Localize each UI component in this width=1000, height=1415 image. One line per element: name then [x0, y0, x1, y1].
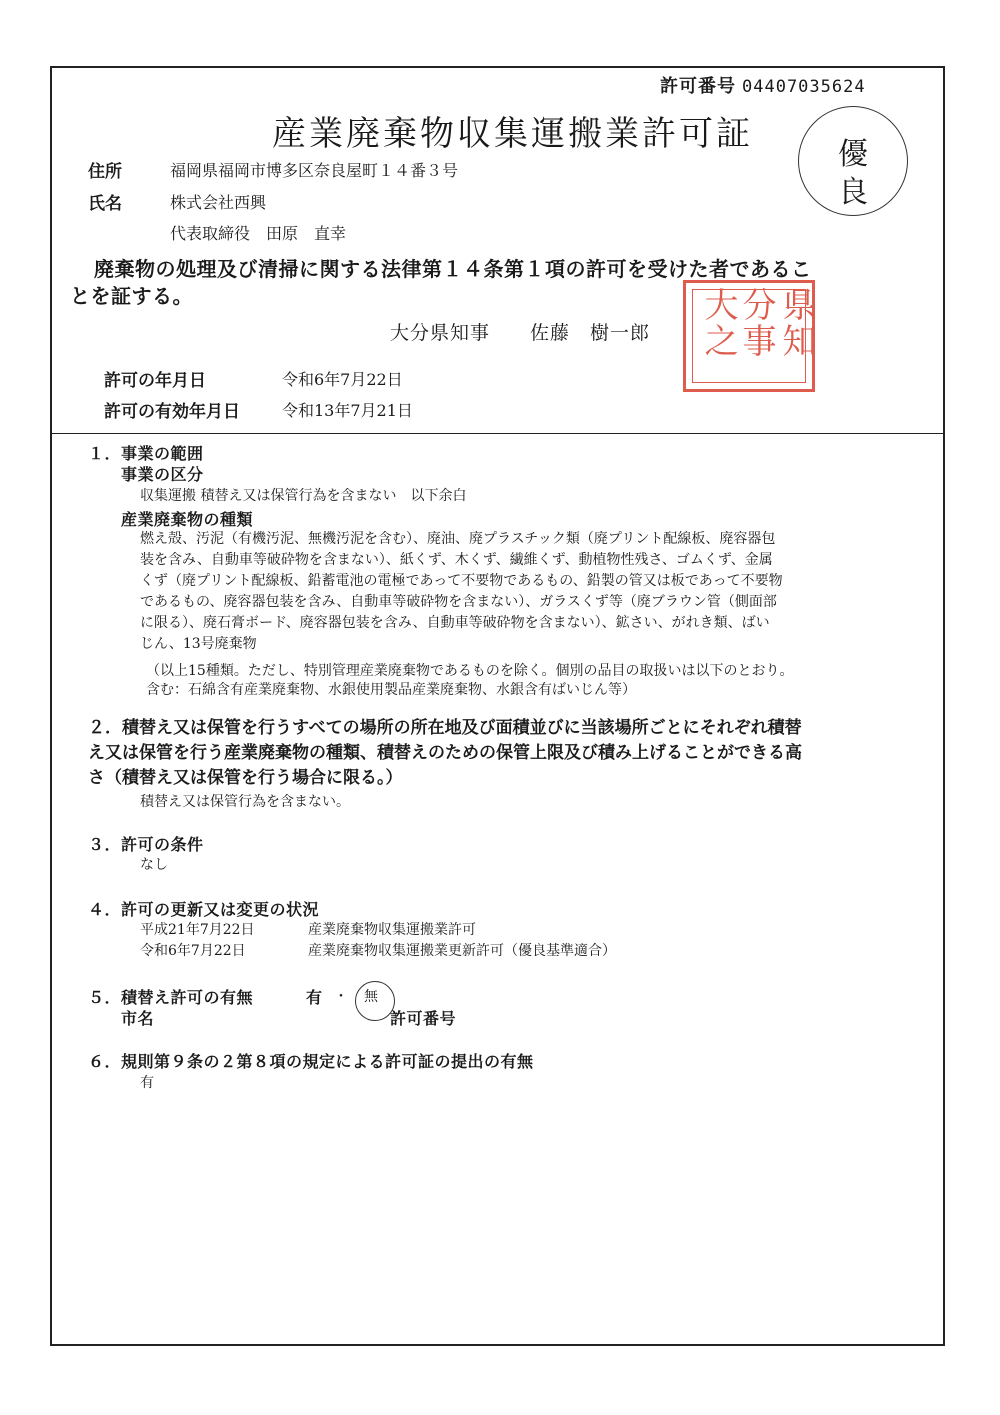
waste-types-line: であるもの、廃容器包装を含み、自動車等破砕物を含まない）、ガラスくず等（廃ブラウン管（側面部 — [140, 594, 777, 610]
waste-types-line: に限る）、廃石膏ボード、廃容器包装を含み、自動車等破砕物を含まない）、鉱さい、がれき類、ばい — [140, 615, 770, 631]
yuryo-badge — [798, 106, 908, 216]
renewal-description: 産業廃棄物収集運搬業更新許可（優良基準適合） — [308, 943, 616, 959]
granted-date: 令和6年7月22日 — [282, 370, 403, 389]
badge-char-1: 優 — [838, 137, 868, 172]
issuer-name: 大分県知事 佐藤 樹一郎 — [390, 322, 651, 344]
waste-types-line: くず（廃プリント配線板、鉛蓄電池の電極であって不要物であるもの、鉛製の管又は板であって不要物 — [140, 573, 783, 589]
permit-number-label: 許可番号 — [660, 76, 736, 97]
section2-heading-line: ２．積替え又は保管を行うすべての場所の所在地及び面積並びに当該場所ごとにそれぞれ積替 — [88, 718, 802, 738]
section4-heading: ４．許可の更新又は変更の状況 — [88, 900, 320, 919]
waste-types-line: 燃え殻、汚泥（有機汚泥、無機汚泥を含む）、廃油、廃プラスチック類（廃プリント配線板、廃容器包 — [140, 531, 776, 547]
waste-types-note-2: 含む：石綿含有産業廃棄物、水銀使用製品産業廃棄物、水銀含有ばいじん等） — [146, 682, 636, 698]
seal-col-2: 分事 — [736, 287, 776, 359]
representative-name: 代表取締役 田原 直幸 — [170, 224, 347, 243]
seal-col-3: 大之 — [698, 287, 738, 359]
waste-types-heading: 産業廃棄物の種類 — [121, 510, 254, 529]
name-label: 氏名 — [88, 194, 122, 214]
transfer-permit-number-label: 許可番号 — [390, 1009, 457, 1028]
transfer-option-no: 無 — [364, 989, 378, 1005]
address-label: 住所 — [88, 162, 122, 182]
business-category-value: 収集運搬 積替え又は保管行為を含まない 以下余白 — [140, 488, 467, 504]
business-category-heading: 事業の区分 — [121, 465, 204, 484]
section2-heading-line: さ（積替え又は保管を行う場合に限る。） — [88, 768, 403, 788]
section3-value: なし — [140, 857, 168, 873]
renewal-date: 平成21年7月22日 — [140, 922, 255, 938]
section5-heading: ５．積替え許可の有無 — [88, 988, 254, 1007]
section-divider — [50, 433, 945, 434]
section6-value: 有 — [140, 1075, 154, 1091]
official-seal — [683, 280, 815, 392]
city-label: 市名 — [121, 1009, 155, 1028]
section1-heading: １．事業の範囲 — [88, 444, 204, 463]
badge-char-2: 良 — [838, 175, 868, 210]
permit-number-line — [660, 72, 866, 98]
transfer-option-yes: 有 — [306, 988, 323, 1007]
document-title: 産業廃棄物収集運搬業許可証 — [272, 114, 753, 154]
waste-types-line: じん、13号廃棄物 — [140, 636, 257, 652]
waste-types-note-1: （以上15種類。ただし、特別管理産業廃棄物であるものを除く。個別の品目の取扱いは以下のとおり。 — [146, 663, 794, 679]
option-separator: ・ — [334, 989, 348, 1005]
permit-number: 04407035624 — [742, 77, 866, 97]
company-name: 株式会社西興 — [170, 193, 267, 212]
certification-line-1: 廃棄物の処理及び清掃に関する法律第１４条第１項の許可を受けた者であるこ — [94, 257, 812, 281]
valid-date: 令和13年7月21日 — [282, 401, 413, 420]
section3-heading: ３．許可の条件 — [88, 835, 204, 854]
valid-date-label: 許可の有効年月日 — [104, 402, 240, 422]
certification-line-2: とを証する。 — [70, 284, 193, 308]
section6-heading: ６．規則第９条の２第８項の規定による許可証の提出の有無 — [88, 1052, 534, 1071]
section2-value: 積替え又は保管行為を含まない。 — [140, 794, 350, 810]
address-value: 福岡県福岡市博多区奈良屋町１４番３号 — [170, 161, 459, 180]
seal-col-1: 県知 — [776, 287, 816, 359]
granted-date-label: 許可の年月日 — [104, 371, 206, 391]
waste-types-line: 装を含み、自動車等破砕物を含まない）、紙くず、木くず、繊維くず、動植物性残さ、ゴムくず、金属 — [140, 552, 773, 568]
section2-heading-line: え又は保管を行う産業廃棄物の種類、積替えのための保管上限及び積み上げることができる高 — [88, 743, 802, 763]
renewal-description: 産業廃棄物収集運搬業許可 — [308, 922, 476, 938]
renewal-date: 令和6年7月22日 — [140, 943, 246, 959]
